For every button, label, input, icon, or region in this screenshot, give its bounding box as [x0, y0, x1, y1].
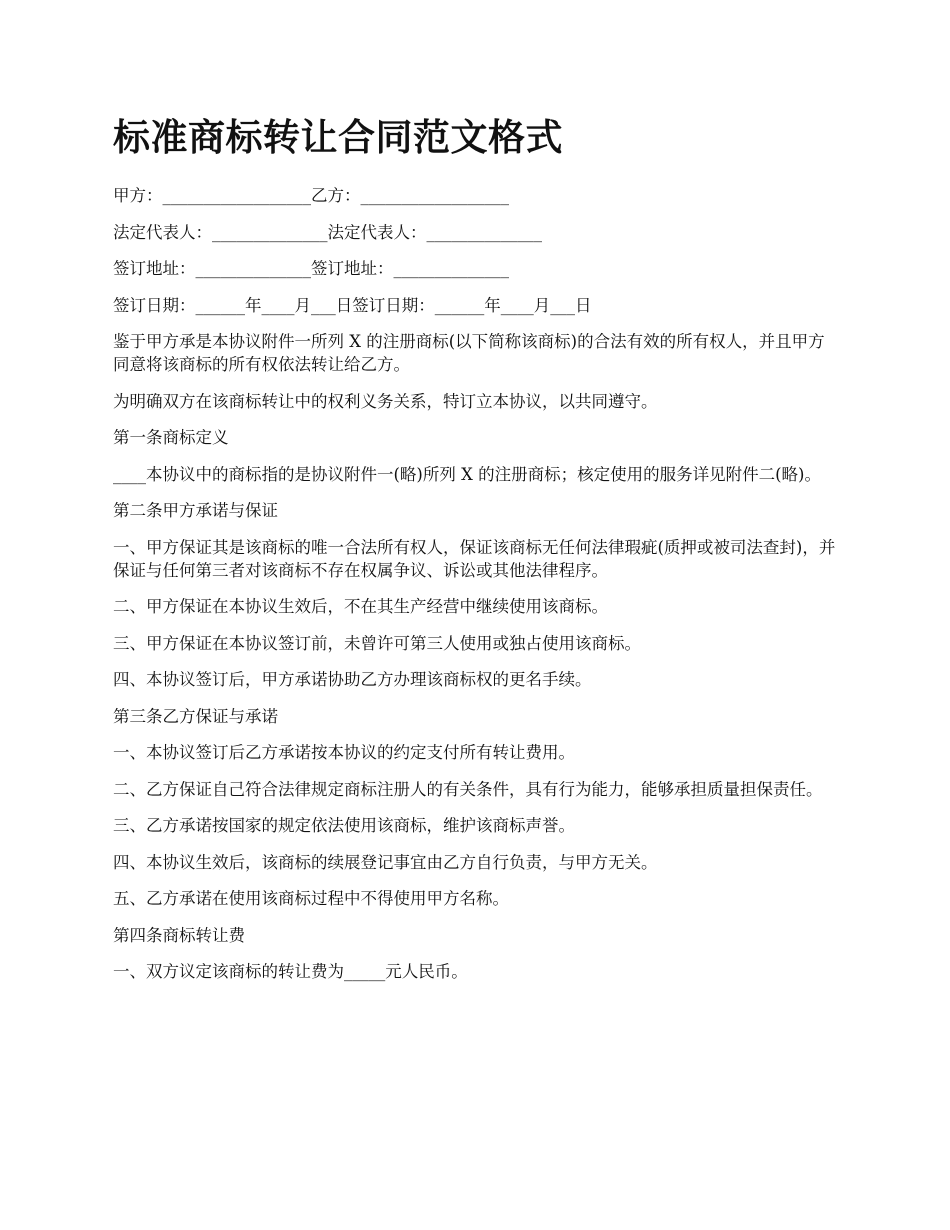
article-4-heading: 第四条商标转让费: [113, 925, 245, 945]
signing-date-line: 签订日期：______年____月___日签订日期：______年____月___日: [113, 295, 592, 315]
article-3-clause-2: 二、乙方保证自己符合法律规定商标注册人的有关条件，具有行为能力，能够承担质量担保责任。: [113, 779, 823, 799]
article-2-clause-1: 一、甲方保证其是该商标的唯一合法所有权人，保证该商标无任何法律瑕疵(质押或被司法查封)，并保证与任何第三者对该商标不存在权属争议、诉讼或其他法律程序。: [113, 537, 836, 580]
article-2-heading: 第二条甲方承诺与保证: [113, 501, 278, 520]
article-2-clause-4: 四、本协议签订后，甲方承诺协助乙方办理该商标权的更名手续。: [113, 670, 592, 689]
article-3-clause-1: 一、本协议签订后乙方承诺按本协议的约定支付所有转让费用。: [113, 743, 575, 762]
recital-paragraph: 鉴于甲方承是本协议附件一所列 X 的注册商标(以下简称该商标)的合法有效的所有权人，并且甲方同意将该商标的所有权依法转让给乙方。: [113, 332, 825, 374]
article-3-clause-3: 三、乙方承诺按国家的规定依法使用该商标，维护该商标声誉。: [113, 816, 575, 835]
document-title: 标准商标转让合同范文格式: [113, 116, 563, 159]
article-1-heading: 第一条商标定义: [113, 428, 229, 447]
article-4-clause-1: 一、双方议定该商标的转让费为_____元人民币。: [113, 962, 468, 981]
legal-representative-line: 法定代表人：______________法定代表人：______________: [113, 222, 542, 242]
purpose-paragraph: 为明确双方在该商标转让中的权利义务关系，特订立本协议，以共同遵守。: [113, 391, 658, 411]
article-2-clause-2: 二、甲方保证在本协议生效后，不在其生产经营中继续使用该商标。: [113, 597, 608, 616]
article-3-clause-4: 四、本协议生效后，该商标的续展登记事宜由乙方自行负责，与甲方无关。: [113, 852, 658, 872]
article-1-body: ____本协议中的商标指的是协议附件一(略)所列 X 的注册商标；核定使用的服务详见附件二(略)。: [113, 464, 821, 484]
document-page: [113, 112, 841, 997]
article-3-clause-5: 五、乙方承诺在使用该商标过程中不得使用甲方名称。: [113, 889, 509, 908]
party-line: 甲方：__________________乙方：__________________: [113, 186, 509, 205]
article-2-clause-3: 三、甲方保证在本协议签订前，未曾许可第三人使用或独占使用该商标。: [113, 633, 641, 653]
article-3-heading: 第三条乙方保证与承诺: [113, 706, 278, 726]
signing-address-line: 签订地址：______________签订地址：______________: [113, 259, 509, 278]
